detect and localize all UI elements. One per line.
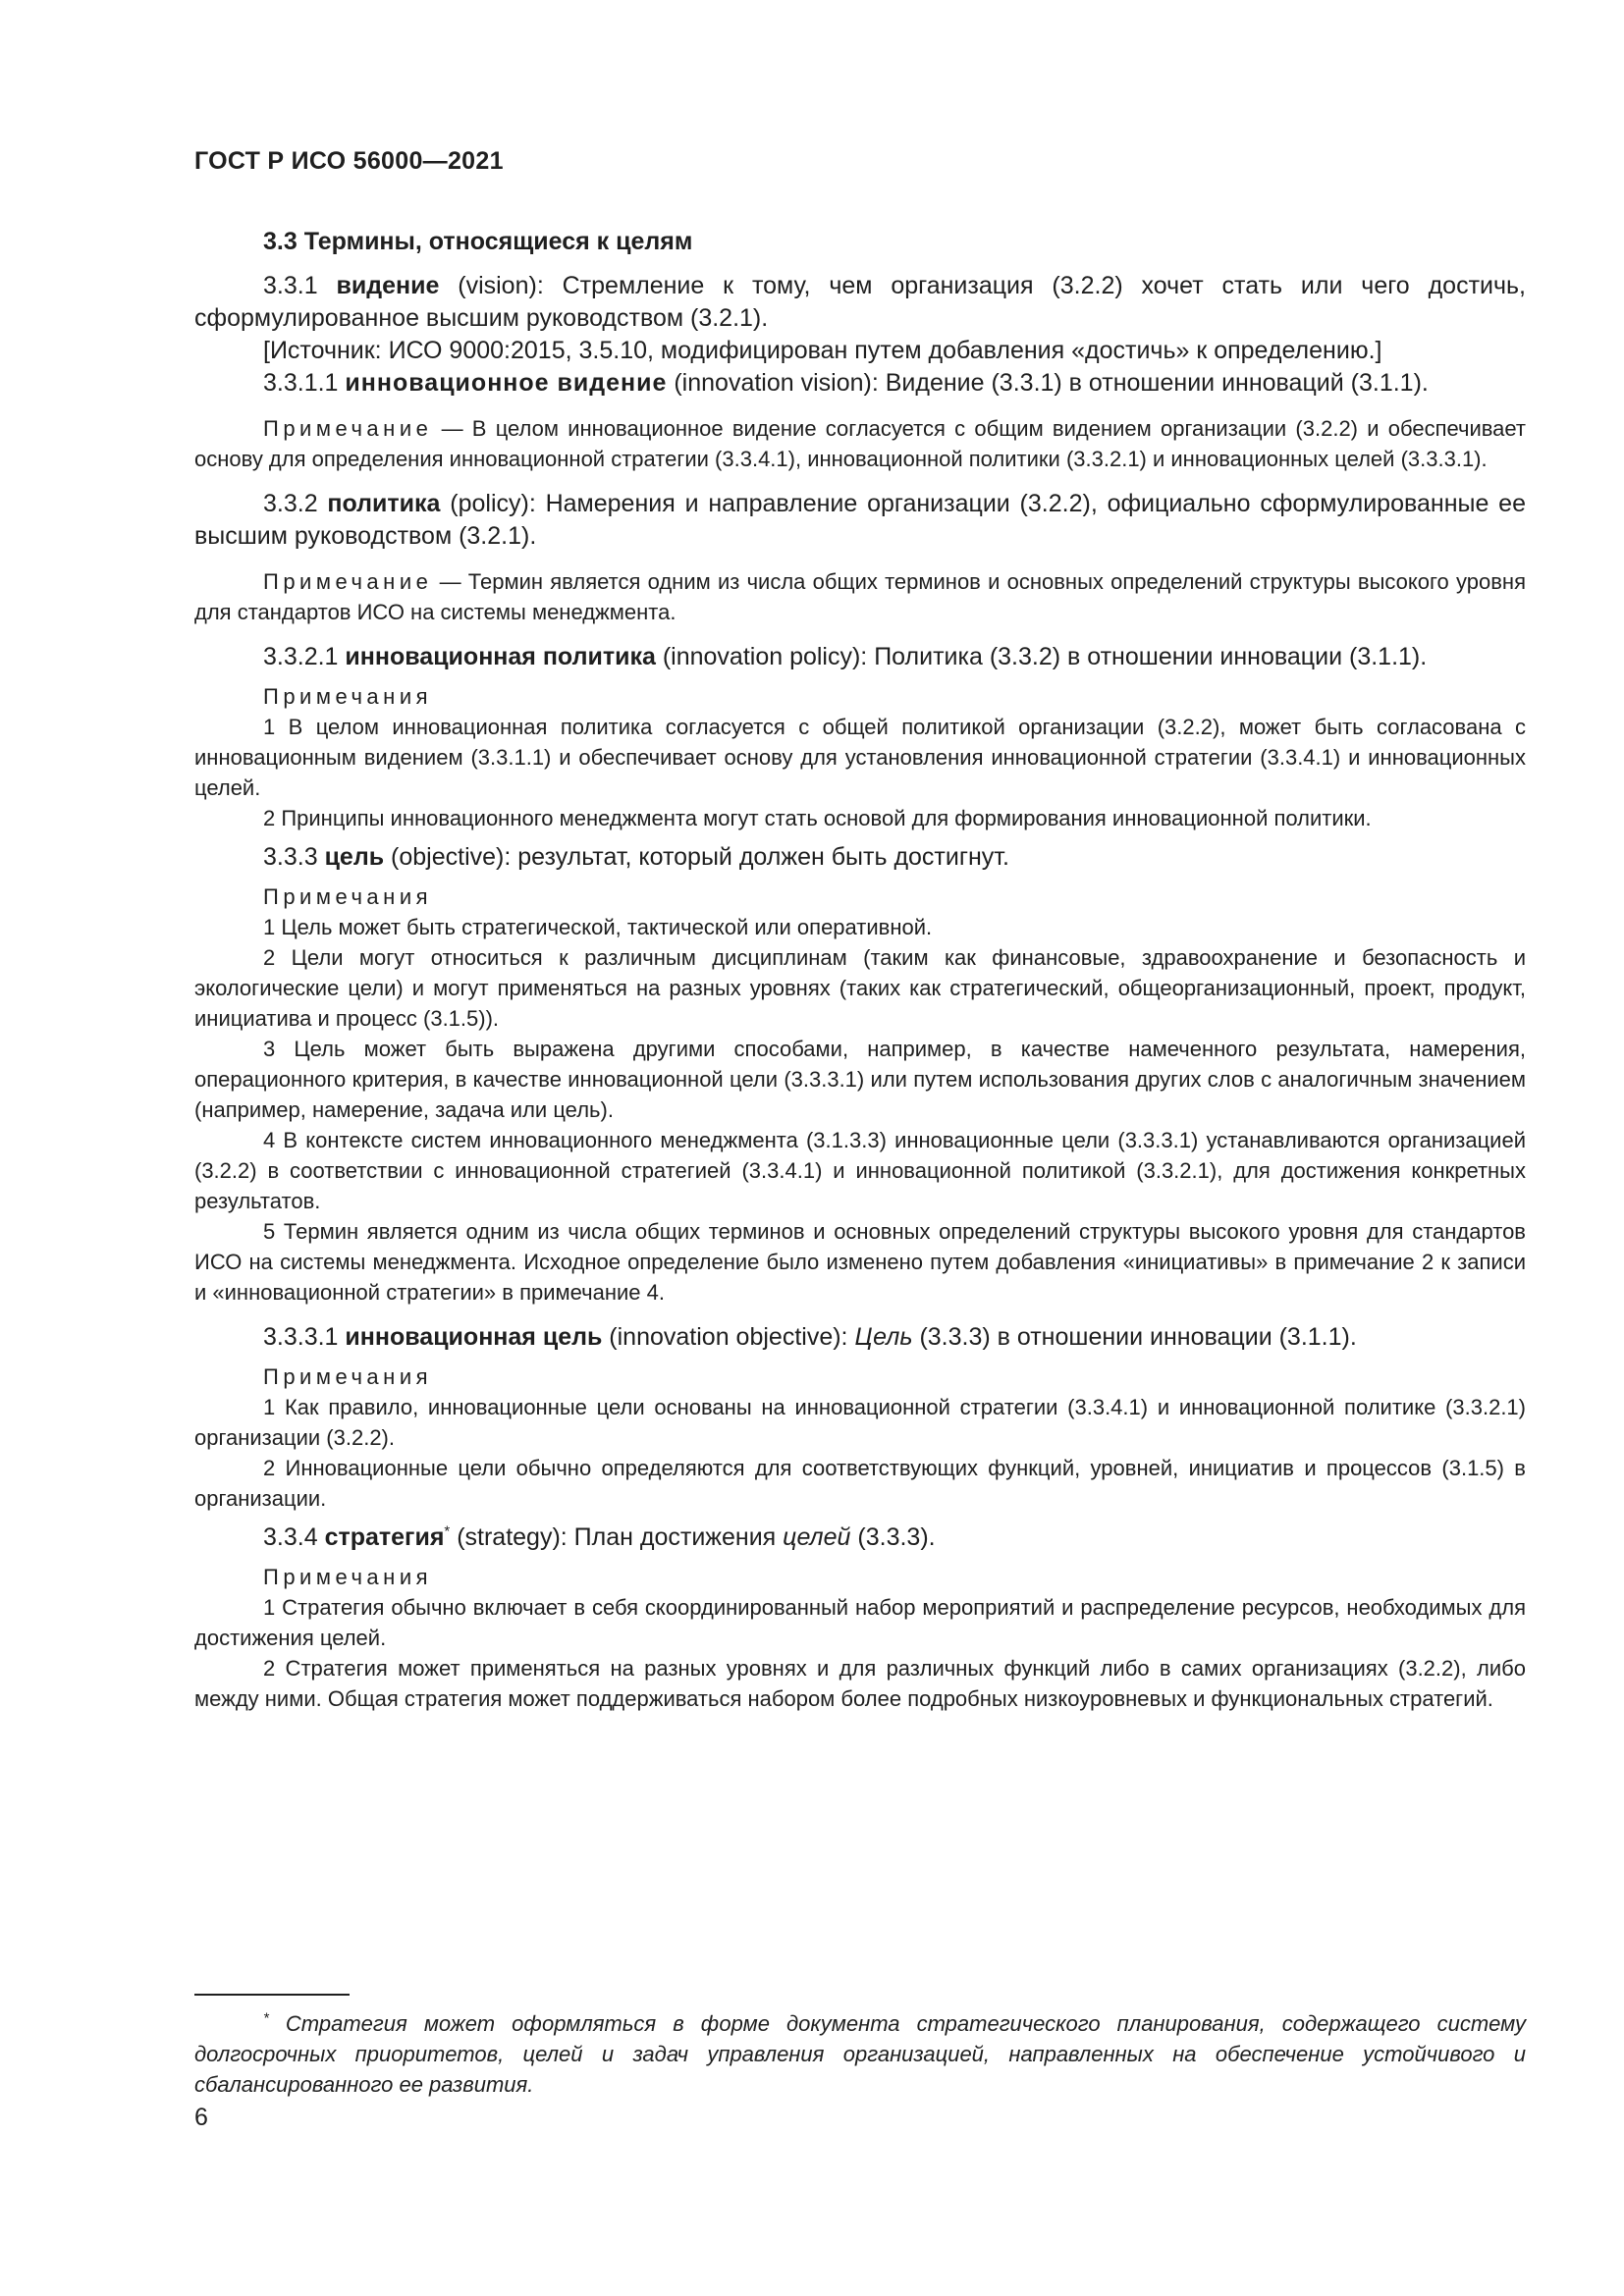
notes-heading [194,1562,1526,1592]
notes-heading [194,1362,1526,1392]
term-3-3-1 [194,270,1526,335]
term-definition-start: (strategy): План достижения [450,1523,784,1551]
note-item: 4 В контексте систем инновационного менеджмента (3.1.3.3) инновационные цели (3.3.3.1) устанавливаются организацией (3.2.2) в соответствии с инновационной стратегией (3.3.4.1) и инновационной политикой (3.3.2.1), для достижения конкретных результатов. [194,1128,1526,1213]
footnote-mark: * [263,2009,269,2027]
note-label: Примечания [263,684,433,709]
term-3-3-4 [194,1522,1526,1554]
term-definition-end: (3.3.3) в отношении инновации (3.1.1). [912,1323,1357,1351]
term-reference: Цель [854,1323,913,1351]
term-definition: (innovation policy): Политика (3.3.2) в отношении инновации (3.1.1). [655,643,1428,670]
page-content [194,226,1526,1714]
note-item: 1 Цель может быть стратегической, тактической или оперативной. [263,915,933,939]
term-name: инновационная цель [345,1323,603,1351]
term-3-3-1-1 [194,367,1526,400]
term-3-3-2 [194,488,1526,553]
note-item: 2 Стратегия может применяться на разных уровнях и для различных функций либо в самих организациях (3.2.2), либо между ними. Общая стратегия может поддерживаться набором более подробных низкоуровневых и функциональных стратегий. [194,1656,1526,1711]
term-definition: (vision): Стремление к тому, чем организация (3.2.2) хочет стать или чего достичь, сформулированное высшим руководством (3.2.1). [194,272,1526,332]
page-number: 6 [194,2104,208,2131]
term-definition-end: (3.3.3). [850,1523,936,1551]
term-3-3-3-1 [194,1321,1526,1354]
term-name: инновационная политика [345,643,656,670]
notes-heading [194,681,1526,712]
term-number: 3.3.3 [263,843,325,871]
term-reference: целей [783,1523,851,1551]
note-item: 2 Инновационные цели обычно определяются для соответствующих функций, уровней, инициатив и процессов (3.1.5) в организации. [194,1456,1526,1511]
note-3-3-1-1 [194,413,1526,474]
note-label: Примечание [263,416,433,441]
term-name: стратегия [324,1523,445,1551]
note-item: 1 В целом инновационная политика согласуется с общей политикой организации (3.2.2), может быть согласована с инновационным видением (3.3.1.1) и обеспечивает основу для установления инновационной стратегии (3.3.4.1) и инновационных целей. [194,715,1526,800]
note-item: 1 Стратегия обычно включает в себя скоординированный набор мероприятий и распределение ресурсов, необходимых для достижения целей. [194,1595,1526,1650]
term-definition: (policy): Намерения и направление организации (3.2.2), официально сформулированные ее высшим руководством (3.2.1). [194,490,1526,550]
term-definition: (objective): результат, который должен быть достигнут. [384,843,1009,871]
footnote-text [194,2008,1526,2100]
term-number: 3.3.1 [263,272,337,299]
standard-header: ГОСТ Р ИСО 56000—2021 [194,147,504,175]
notes-heading [194,881,1526,912]
note-item: 5 Термин является одним из числа общих терминов и основных определений структуры высокого уровня для стандартов ИСО на системы менеджмента. Исходное определение было изменено путем добавления «инициативы» в примечание 2 к записи и «инновационной стратегии» в примечание 4. [194,1219,1526,1305]
term-name: цель [324,843,385,871]
term-source: [Источник: ИСО 9000:2015, 3.5.10, модифицирован путем добавления «достичь» к определению.] [263,337,1382,364]
term-definition: (innovation vision): Видение (3.3.1) в отношении инноваций (3.1.1). [667,369,1429,397]
term-name: политика [327,490,441,517]
note-text: — Термин является одним из числа общих терминов и основных определений структуры высокого уровня для стандартов ИСО на системы менеджмента. [194,569,1526,624]
note-item: 2 Принципы инновационного менеджмента могут стать основой для формирования инновационной политики. [263,806,1372,830]
term-number: 3.3.2.1 [263,643,346,670]
term-number: 3.3.2 [263,490,328,517]
note-item: 2 Цели могут относиться к различным дисциплинам (таким как финансовые, здравоохранение и безопасность и экологические цели) и могут применяться на разных уровнях (таких как стратегический, общеорганизационный, проект, продукт, инициатива и процесс (3.1.5)). [194,945,1526,1031]
footnote-marker: * [444,1522,451,1540]
term-3-3-3 [194,841,1526,874]
term-name: видение [336,272,440,299]
section-title: 3.3 Термины, относящиеся к целям [263,228,693,255]
footnote-divider [194,1994,350,1996]
term-number: 3.3.1.1 [263,369,346,397]
note-3-3-2 [194,566,1526,627]
note-label: Примечания [263,1364,433,1389]
note-label: Примечание [263,569,433,594]
term-number: 3.3.4 [263,1523,325,1551]
term-name: инновационное видение [345,369,668,397]
footnote-body: Стратегия может оформляться в форме документа стратегического планирования, содержащего систему долгосрочных приоритетов, целей и задач управления организацией, направленных на обеспечение устойчивого и сбалансированного ее развития. [194,2011,1526,2097]
note-item: 3 Цель может быть выражена другими способами, например, в качестве намеченного результата, намерения, операционного критерия, в качестве инновационной цели (3.3.3.1) или путем использования других слов с аналогичным значением (например, намерение, задача или цель). [194,1037,1526,1122]
term-definition-start: (innovation objective): [602,1323,855,1351]
note-item: 1 Как правило, инновационные цели основаны на инновационной стратегии (3.3.4.1) и инновационной политике (3.3.2.1) организации (3.2.2). [194,1395,1526,1450]
note-label: Примечания [263,884,433,909]
note-text: — В целом инновационное видение согласуется с общим видением организации (3.2.2) и обеспечивает основу для определения инновационной стратегии (3.3.4.1), инновационной политики (3.3.2.1) и инновационных целей (3.3.3.1). [194,416,1526,471]
note-label: Примечания [263,1565,433,1589]
term-number: 3.3.3.1 [263,1323,346,1351]
term-3-3-2-1 [194,641,1526,673]
footnote [194,2008,1526,2100]
